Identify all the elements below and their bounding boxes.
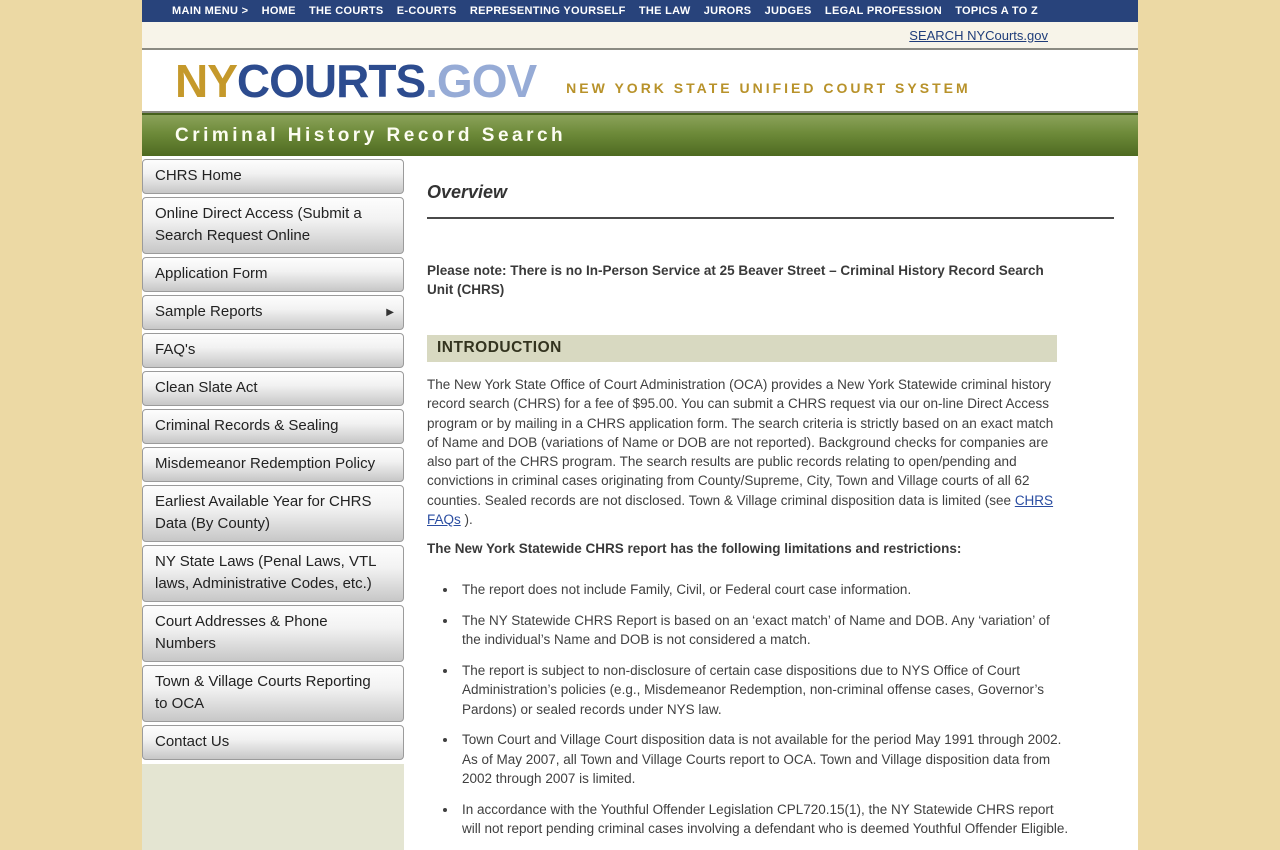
sidebar-item-label: Earliest Available Year for CHRS Data (By County) bbox=[155, 493, 372, 532]
sidebar-item[interactable] bbox=[142, 545, 404, 602]
limitations-list bbox=[458, 580, 1070, 839]
sidebar-item[interactable] bbox=[142, 197, 404, 254]
top-nav-item[interactable]: JUDGES bbox=[764, 5, 812, 17]
sidebar-item-label: Contact Us bbox=[155, 733, 230, 750]
logo-bar bbox=[142, 50, 1138, 113]
top-nav-item[interactable]: JURORS bbox=[703, 5, 752, 17]
sidebar-item-label: Criminal Records & Sealing bbox=[155, 417, 339, 434]
search-strip bbox=[142, 22, 1138, 50]
sidebar-item-label: NY State Laws (Penal Laws, VTL laws, Administrative Codes, etc.) bbox=[155, 553, 376, 592]
sidebar-item-label: Sample Reports bbox=[155, 303, 263, 320]
top-nav-item[interactable]: HOME bbox=[261, 5, 296, 17]
sidebar-item[interactable] bbox=[142, 333, 404, 368]
sidebar-item[interactable] bbox=[142, 295, 404, 330]
intro-text-before-link: The New York State Office of Court Administration (OCA) provides a New York Statewide criminal history record search (CHRS) for a fee of $95.00. You can submit a CHRS request via our on-line Direct Access program or by mailing in a CHRS application form. The search criteria is strictly based on an exact match of Name and DOB (variations of Name or DOB are not reported). Background checks for companies are also part of the CHRS program. The search results are public records relating to open/pending and convictions in criminal cases originating from County/Supreme, City, Town and Village courts of all 62 counties. Sealed records are not disclosed. Town & Village criminal disposition data is limited (see bbox=[427, 377, 1054, 508]
sidebar-menu bbox=[142, 156, 404, 850]
sidebar-item-label: FAQ's bbox=[155, 341, 196, 358]
sidebar-item-label: Court Addresses & Phone Numbers bbox=[155, 613, 328, 652]
introduction-paragraph bbox=[427, 375, 1055, 529]
nycourts-logo[interactable] bbox=[175, 54, 537, 107]
sidebar-item-label: Application Form bbox=[155, 265, 268, 282]
limitation-item: • The NY Statewide CHRS Report is based on an ‘exact match’ of Name and DOB. Any ‘variation’ of the individual’s Name and DOB is not considered a match. bbox=[458, 611, 1070, 650]
top-nav-item[interactable]: MAIN MENU > bbox=[172, 5, 249, 17]
chrs-faqs-link[interactable]: CHRS FAQs bbox=[427, 492, 1054, 528]
sidebar-item-label: Online Direct Access (Submit a Search Request Online bbox=[155, 205, 362, 244]
sidebar-button-list bbox=[142, 159, 404, 763]
service-note: Please note: There is no In-Person Service at 25 Beaver Street – Criminal History Record Search Unit (CHRS) bbox=[427, 263, 1044, 297]
sidebar-item[interactable] bbox=[142, 371, 404, 406]
sidebar-footer-panel bbox=[142, 764, 404, 850]
top-nav-item[interactable]: E-COURTS bbox=[396, 5, 457, 17]
limitation-item: • The report does not include Family, Civil, or Federal court case information. bbox=[458, 580, 1070, 600]
logo-gov: .GOV bbox=[425, 54, 537, 107]
title-divider bbox=[427, 217, 1114, 219]
sidebar-item[interactable] bbox=[142, 409, 404, 444]
sidebar-item[interactable] bbox=[142, 725, 404, 760]
submenu-arrow-icon: ▶ bbox=[386, 306, 394, 318]
top-nav-item[interactable]: THE LAW bbox=[638, 5, 691, 17]
sidebar-item[interactable] bbox=[142, 159, 404, 194]
introduction-header: INTRODUCTION bbox=[427, 335, 1057, 362]
sidebar-item[interactable] bbox=[142, 605, 404, 662]
top-nav-item[interactable]: LEGAL PROFESSION bbox=[824, 5, 942, 17]
content-area bbox=[142, 156, 1138, 850]
sidebar-item-label: Town & Village Courts Reporting to OCA bbox=[155, 673, 371, 712]
limitations-heading: The New York Statewide CHRS report has the following limitations and restrictions: bbox=[427, 541, 962, 557]
search-nycourts-link[interactable]: SEARCH NYCourts.gov bbox=[909, 27, 1048, 43]
intro-text-after-link: ). bbox=[460, 512, 473, 528]
section-banner-title: Criminal History Record Search bbox=[175, 124, 567, 146]
top-nav-item[interactable]: THE COURTS bbox=[309, 5, 384, 17]
top-nav-item[interactable]: TOPICS A TO Z bbox=[955, 5, 1038, 17]
logo-ny: NY bbox=[175, 54, 237, 107]
page-title: Overview bbox=[427, 182, 508, 202]
sidebar-item-label: CHRS Home bbox=[155, 167, 242, 184]
limitation-item: • Town Court and Village Court disposition data is not available for the period May 1991 through 2002. As of May 2007, all Town and Village Courts report to OCA. Town and Village disposition data from 2002 through 2007 is limited. bbox=[458, 730, 1070, 789]
logo-courts: COURTS bbox=[236, 54, 426, 107]
limitation-item: • The report is subject to non-disclosure of certain case dispositions due to NYS Office of Court Administration’s policies (e.g., Misdemeanor Redemption, non-criminal offense cases, Governor’s Pardons) or sealed records under NYS law. bbox=[458, 661, 1070, 720]
top-navigation bbox=[142, 0, 1138, 22]
main-content bbox=[404, 156, 1138, 850]
sidebar-item[interactable] bbox=[142, 665, 404, 722]
sidebar-item-label: Clean Slate Act bbox=[155, 379, 258, 396]
top-nav-item[interactable]: REPRESENTING YOURSELF bbox=[469, 5, 626, 17]
page-container bbox=[142, 0, 1138, 837]
logo-tagline: NEW YORK STATE UNIFIED COURT SYSTEM bbox=[566, 79, 971, 96]
sidebar-item[interactable] bbox=[142, 447, 404, 482]
sidebar-item[interactable] bbox=[142, 485, 404, 542]
limitation-item: • In accordance with the Youthful Offender Legislation CPL720.15(1), the NY Statewide CHRS report will not report pending criminal cases involving a defendant who is deemed Youthful Offender Eligible. bbox=[458, 800, 1070, 839]
section-banner bbox=[142, 113, 1138, 156]
sidebar-item-label: Misdemeanor Redemption Policy bbox=[155, 455, 376, 472]
sidebar-item[interactable] bbox=[142, 257, 404, 292]
